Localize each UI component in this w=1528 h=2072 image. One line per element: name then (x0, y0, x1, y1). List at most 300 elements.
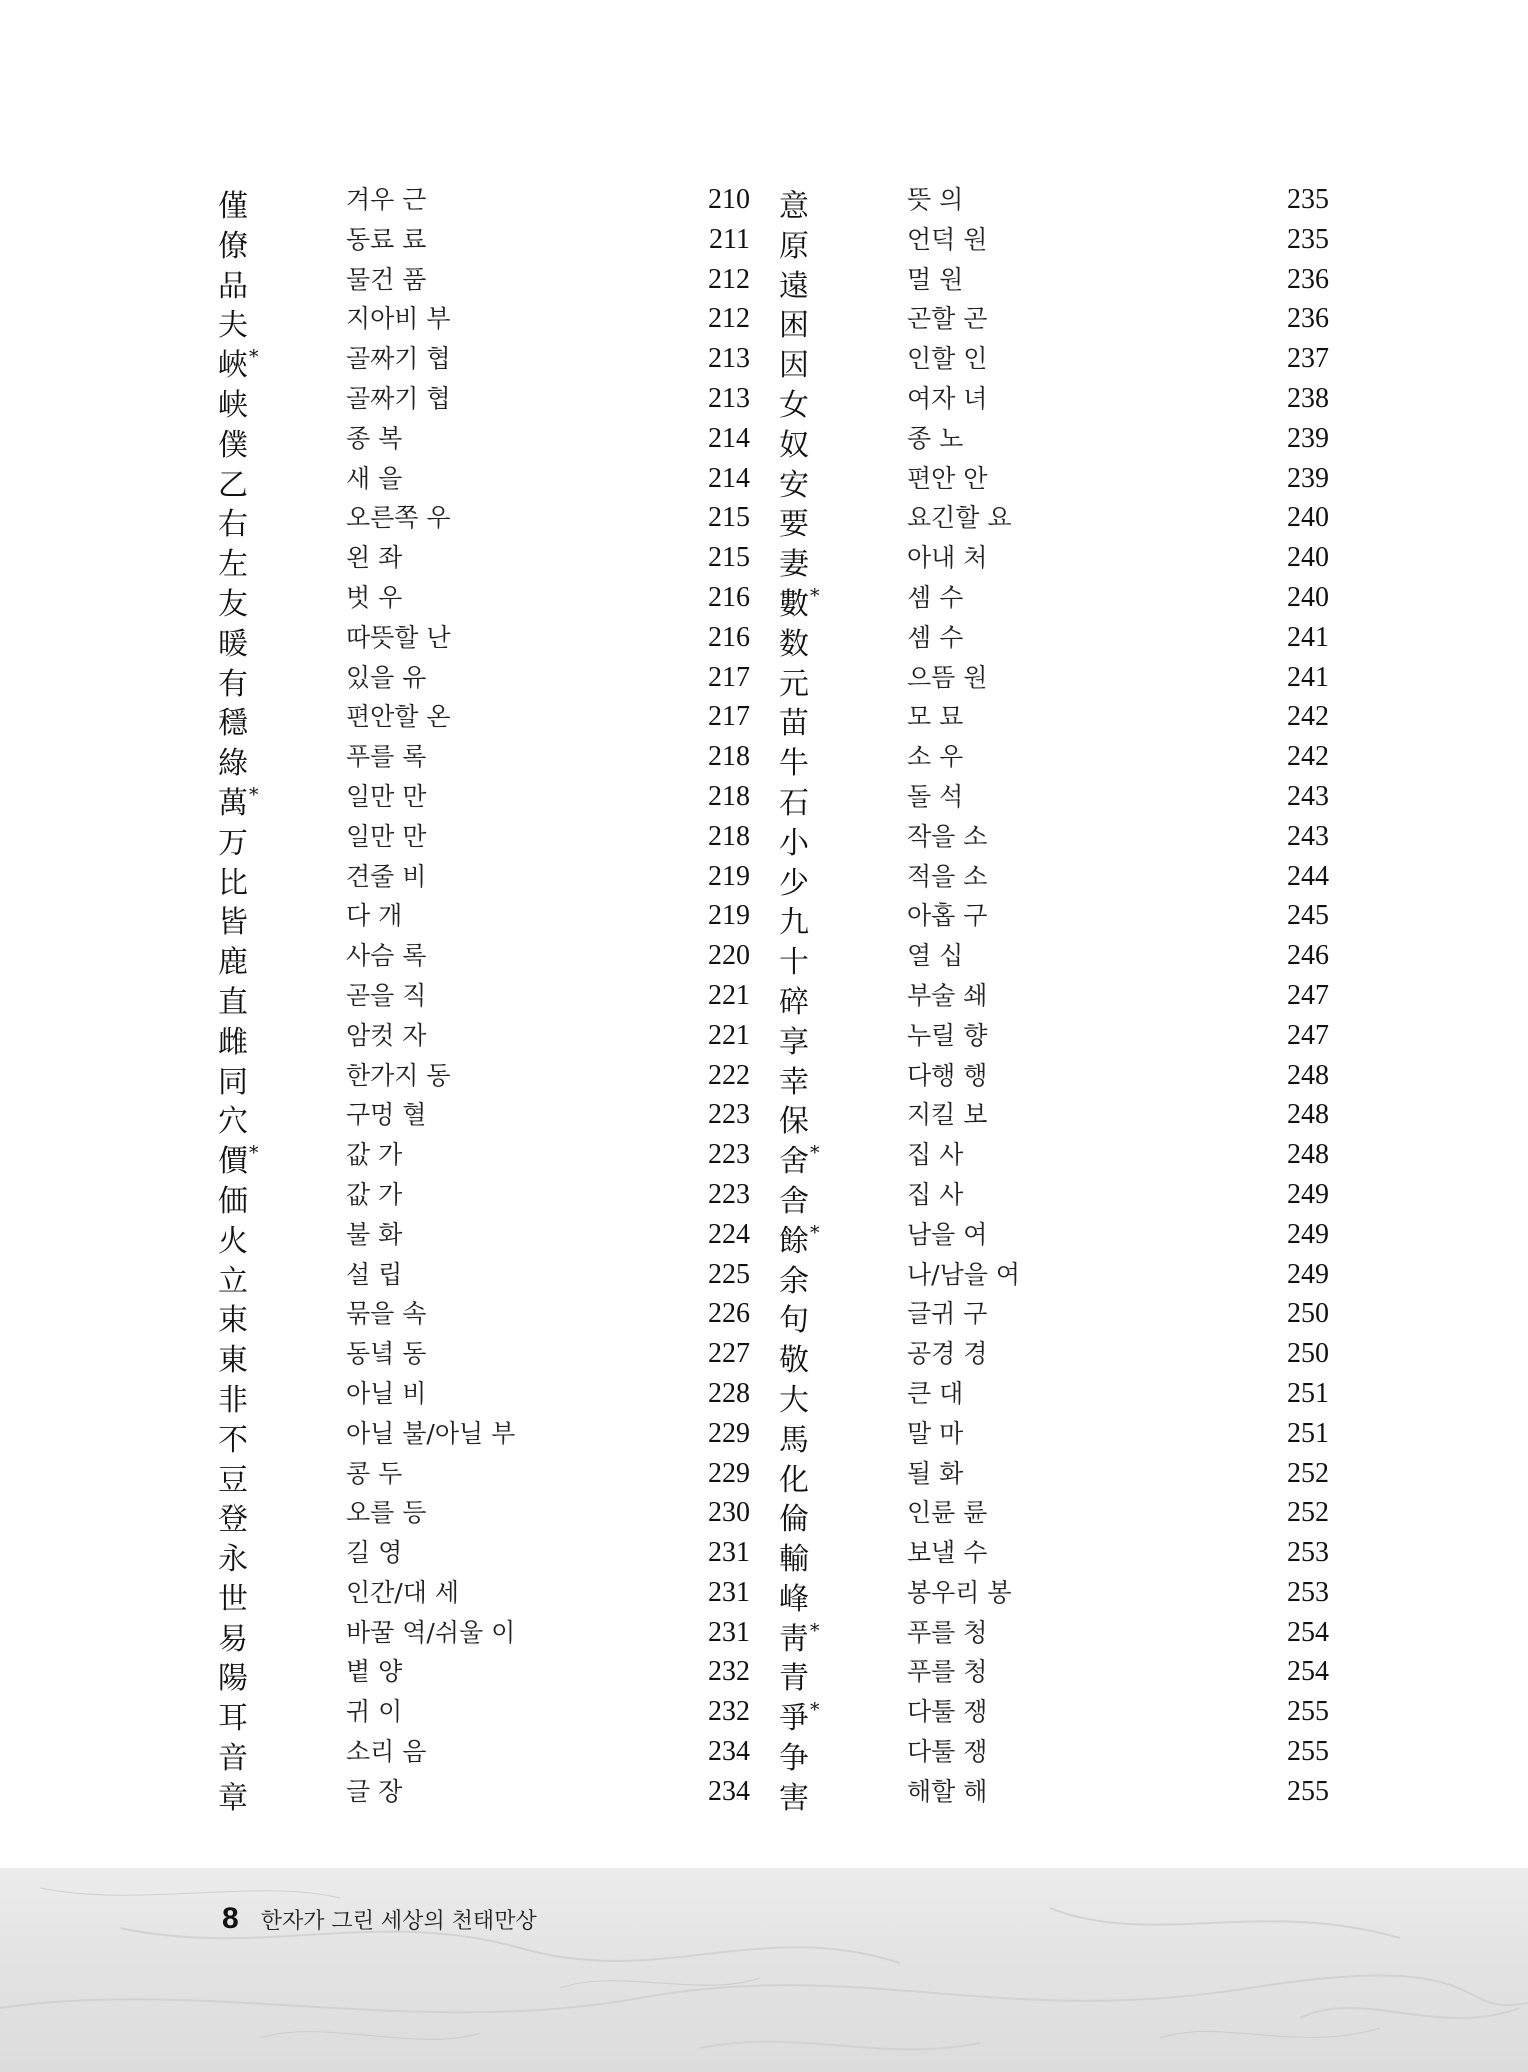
index-entry (218, 1173, 838, 1219)
index-entry (218, 337, 838, 384)
index-entry (218, 536, 838, 583)
index-hanja (779, 1770, 810, 1819)
index-entry (218, 775, 838, 821)
index-page-number: 225 (708, 1258, 750, 1290)
index-hanja-char: 數 (779, 586, 809, 622)
footer-page-number: 8 (222, 1902, 239, 1935)
texture-fiber (1160, 2028, 1380, 2038)
index-page-number: 243 (1287, 780, 1329, 812)
index-page-number: 255 (1287, 1775, 1329, 1807)
index-page-number: 232 (708, 1696, 750, 1728)
index-page-number: 229 (708, 1417, 750, 1449)
index-entry (218, 1292, 838, 1339)
index-meaning: 집 사 (907, 1140, 964, 1170)
index-page-number: 240 (1287, 502, 1329, 534)
index-hanja-char: 雌 (218, 1024, 248, 1060)
index-entry (779, 1611, 1399, 1657)
index-entry (779, 1452, 1399, 1498)
index-entry (779, 258, 1399, 304)
index-entry (779, 1014, 1399, 1060)
index-hanja-char: 暖 (218, 626, 248, 662)
index-meaning: 보낼 수 (907, 1538, 988, 1568)
index-page-number: 236 (1287, 303, 1329, 335)
index-hanja-char: 僚 (218, 228, 248, 264)
index-page-number: 252 (1287, 1457, 1329, 1489)
index-entry (218, 1452, 838, 1498)
index-meaning: 다 개 (346, 901, 403, 931)
index-entry (779, 1173, 1399, 1219)
index-hanja-char: 火 (218, 1223, 248, 1259)
index-hanja-char: 豆 (218, 1462, 248, 1498)
index-meaning: 큰 대 (907, 1378, 964, 1408)
index-page-number: 221 (708, 1019, 750, 1051)
index-meaning: 푸를 록 (346, 742, 427, 772)
index-entry (218, 218, 838, 264)
index-hanja-char: 比 (218, 865, 248, 901)
index-entry (779, 377, 1399, 423)
index-hanja-char: 遠 (779, 268, 809, 304)
index-meaning: 왼 좌 (346, 543, 403, 573)
index-page-number: 247 (1287, 979, 1329, 1011)
index-hanja-char: 鹿 (218, 945, 248, 981)
index-page-number: 253 (1287, 1537, 1329, 1569)
index-page-number: 241 (1287, 661, 1329, 693)
index-hanja-char: 幸 (779, 1064, 809, 1100)
index-entry (218, 1213, 838, 1259)
index-hanja-char: 綠 (218, 746, 248, 782)
index-page-number: 239 (1287, 462, 1329, 494)
index-meaning: 값 가 (346, 1140, 403, 1170)
index-asterisk: * (810, 584, 820, 607)
index-hanja-char: 靑 (779, 1621, 809, 1657)
index-entry (218, 894, 838, 941)
index-meaning: 겨우 근 (346, 185, 427, 214)
index-entry (779, 218, 1399, 264)
index-meaning: 돌 석 (907, 781, 964, 811)
index-meaning: 동료 료 (346, 224, 427, 254)
index-page-number: 234 (708, 1736, 750, 1768)
index-hanja-char: 享 (779, 1024, 809, 1060)
index-entry (779, 496, 1399, 543)
index-meaning: 아내 처 (907, 543, 988, 573)
index-hanja-char: 友 (218, 586, 248, 622)
index-entry (218, 1014, 838, 1060)
index-hanja-char: 万 (218, 825, 248, 861)
index-hanja-char: 苗 (779, 706, 809, 742)
index-entry (779, 1332, 1399, 1379)
index-asterisk: * (810, 1699, 820, 1722)
index-entry (779, 1690, 1399, 1737)
index-page-number: 227 (708, 1338, 750, 1370)
index-meaning: 불 화 (346, 1219, 403, 1249)
index-meaning: 동녘 동 (346, 1339, 427, 1369)
index-page-number: 216 (708, 581, 750, 613)
index-meaning: 길 영 (346, 1538, 403, 1568)
index-hanja-char: 化 (779, 1462, 809, 1498)
index-entry (218, 695, 838, 742)
index-entry (218, 377, 838, 423)
index-hanja-char: 数 (779, 626, 809, 662)
index-page-number: 215 (708, 502, 750, 534)
texture-fiber (260, 2032, 480, 2040)
index-meaning: 부술 쇄 (907, 980, 988, 1010)
index-meaning: 인간/대 세 (346, 1577, 459, 1607)
index-hanja-char: 同 (218, 1064, 248, 1100)
index-entry (779, 1133, 1399, 1180)
index-meaning: 아닐 불/아닐 부 (346, 1418, 516, 1448)
texture-fiber (700, 2042, 980, 2050)
index-hanja-char: 石 (779, 785, 809, 821)
index-hanja-char: 直 (218, 984, 248, 1020)
index-page-number: 215 (708, 542, 750, 574)
index-hanja-char: 餘 (779, 1223, 809, 1259)
index-meaning: 언덕 원 (907, 224, 988, 254)
index-meaning: 오른쪽 우 (346, 503, 451, 533)
index-page-number: 249 (1287, 1178, 1329, 1210)
index-meaning: 오를 등 (346, 1498, 427, 1528)
index-entry (218, 1531, 838, 1578)
index-page-number: 246 (1287, 940, 1329, 972)
index-meaning: 공경 경 (907, 1339, 988, 1369)
index-meaning: 인할 인 (907, 344, 988, 374)
index-page-number: 229 (708, 1457, 750, 1489)
index-entry (779, 974, 1399, 1020)
index-page-number: 211 (709, 223, 750, 255)
index-entry (218, 576, 838, 622)
texture-fiber (1300, 2008, 1520, 2018)
index-meaning: 나/남을 여 (907, 1259, 1020, 1289)
index-entry (218, 934, 838, 981)
index-hanja-char: 世 (218, 1581, 248, 1617)
index-meaning: 일만 만 (346, 821, 427, 851)
index-meaning: 푸를 청 (907, 1617, 988, 1647)
index-meaning: 아닐 비 (346, 1378, 427, 1408)
index-hanja-char: 舍 (779, 1144, 809, 1180)
index-page-number: 245 (1287, 900, 1329, 932)
index-page-number: 251 (1287, 1377, 1329, 1409)
index-meaning: 콩 두 (346, 1458, 403, 1488)
index-hanja-char: 元 (779, 666, 809, 702)
index-entry (779, 1571, 1399, 1617)
index-entry (218, 815, 838, 861)
index-page-number: 244 (1287, 860, 1329, 892)
index-meaning: 멀 원 (907, 264, 964, 294)
index-meaning: 누릴 향 (907, 1020, 988, 1050)
index-hanja-char: 皆 (218, 905, 248, 941)
index-page-number: 213 (708, 382, 750, 414)
index-page-number: 219 (708, 860, 750, 892)
index-hanja (218, 1770, 249, 1819)
index-asterisk: * (810, 1619, 820, 1642)
index-meaning: 지아비 부 (346, 304, 451, 334)
index-hanja-char: 夫 (218, 308, 248, 344)
index-page-number: 223 (708, 1139, 750, 1171)
texture-fiber (1050, 1908, 1400, 1938)
index-meaning: 글귀 구 (907, 1299, 988, 1329)
index-page-number: 240 (1287, 581, 1329, 613)
index-asterisk: * (249, 783, 259, 806)
index-entry (218, 1650, 838, 1697)
index-meaning: 곤할 곤 (907, 304, 988, 334)
index-asterisk: * (810, 1142, 820, 1165)
index-hanja-char: 耳 (218, 1701, 248, 1737)
index-hanja-char: 右 (218, 507, 248, 543)
index-meaning: 셈 수 (907, 582, 964, 612)
index-meaning: 골짜기 협 (346, 344, 451, 374)
index-meaning: 암컷 자 (346, 1020, 427, 1050)
index-hanja-char: 価 (218, 1183, 248, 1219)
index-hanja-char: 峽 (218, 348, 248, 384)
index-meaning: 있을 유 (346, 662, 427, 692)
index-entry (779, 1730, 1399, 1777)
index-asterisk: * (249, 1142, 259, 1165)
index-meaning: 한가지 동 (346, 1060, 451, 1090)
index-page-number: 212 (708, 303, 750, 335)
index-entry (218, 1133, 838, 1180)
index-page-number: 231 (708, 1537, 750, 1569)
index-page-number: 242 (1287, 741, 1329, 773)
index-hanja-char: 句 (779, 1303, 809, 1339)
index-hanja-char: 舎 (779, 1183, 809, 1219)
index-meaning: 집 사 (907, 1179, 964, 1209)
index-hanja-char: 爭 (779, 1701, 809, 1737)
index-hanja-char: 倫 (779, 1502, 809, 1538)
index-entry (218, 258, 838, 304)
index-meaning: 다툴 쟁 (907, 1737, 988, 1767)
index-meaning: 편안할 온 (346, 702, 451, 732)
index-meaning: 셈 수 (907, 622, 964, 652)
index-entry (779, 297, 1399, 344)
index-meaning: 적을 소 (907, 861, 988, 891)
index-hanja-char: 因 (779, 348, 809, 384)
index-entry (218, 1054, 838, 1100)
index-meaning: 묶을 속 (346, 1299, 427, 1329)
index-page-number: 243 (1287, 820, 1329, 852)
index-page-number: 241 (1287, 621, 1329, 653)
index-entry (218, 1093, 838, 1140)
index-hanja-char: 不 (218, 1422, 248, 1458)
index-asterisk: * (249, 346, 259, 369)
index-entry (218, 1571, 838, 1617)
index-meaning: 일만 만 (346, 781, 427, 811)
index-page-number: 231 (708, 1576, 750, 1608)
index-hanja-char: 少 (779, 865, 809, 901)
index-hanja-char: 萬 (218, 785, 248, 821)
index-hanja-char: 女 (779, 387, 809, 423)
index-entry (779, 1253, 1399, 1299)
index-entry (779, 1491, 1399, 1538)
index-page-number: 234 (708, 1775, 750, 1807)
index-page-number: 218 (708, 780, 750, 812)
index-page-number: 217 (708, 701, 750, 733)
index-hanja-char: 非 (218, 1382, 248, 1418)
index-entry (218, 1730, 838, 1777)
index-hanja-char: 害 (779, 1780, 809, 1816)
index-meaning: 따뜻할 난 (346, 622, 451, 652)
index-meaning: 다행 행 (907, 1060, 988, 1090)
index-column-right (779, 178, 1399, 1816)
index-entry (779, 536, 1399, 583)
index-page-number: 210 (708, 184, 750, 215)
index-page-number: 236 (1287, 263, 1329, 295)
index-page-number: 254 (1287, 1616, 1329, 1648)
index-meaning: 소 우 (907, 742, 964, 772)
index-page-number: 251 (1287, 1417, 1329, 1449)
index-meaning: 봉우리 봉 (907, 1577, 1012, 1607)
index-hanja-char: 妻 (779, 547, 809, 583)
index-hanja-char: 東 (218, 1343, 248, 1379)
paper-texture (0, 1868, 1528, 2072)
index-meaning: 지킬 보 (907, 1100, 988, 1130)
index-entry (218, 297, 838, 344)
index-entry (218, 1372, 838, 1418)
index-entry (779, 1531, 1399, 1578)
index-entry (218, 616, 838, 662)
index-hanja-char: 永 (218, 1542, 248, 1578)
index-page-number: 255 (1287, 1696, 1329, 1728)
index-page-number: 255 (1287, 1736, 1329, 1768)
index-meaning: 골짜기 협 (346, 383, 451, 413)
index-entry (779, 178, 1399, 224)
index-entry (218, 1412, 838, 1458)
index-page-number: 214 (708, 422, 750, 454)
index-hanja-char: 音 (218, 1741, 248, 1777)
index-page-number: 230 (708, 1497, 750, 1529)
index-page-number: 219 (708, 900, 750, 932)
index-meaning: 편안 안 (907, 463, 988, 493)
index-meaning: 볕 양 (346, 1657, 403, 1687)
index-entry (218, 496, 838, 543)
index-meaning: 해할 해 (907, 1776, 988, 1806)
index-page-number: 232 (708, 1656, 750, 1688)
index-entry (779, 815, 1399, 861)
index-entry (218, 1770, 838, 1816)
index-entry (779, 1054, 1399, 1100)
index-hanja-char: 馬 (779, 1422, 809, 1458)
index-meaning: 말 마 (907, 1418, 964, 1448)
index-entry (218, 1690, 838, 1737)
index-meaning: 구멍 혈 (346, 1100, 427, 1130)
index-meaning: 설 립 (346, 1259, 403, 1289)
index-meaning: 인륜 륜 (907, 1498, 988, 1528)
index-page-number: 218 (708, 820, 750, 852)
index-entry (779, 855, 1399, 901)
index-asterisk: * (810, 1221, 820, 1244)
index-entry (218, 1253, 838, 1299)
index-page-number: 250 (1287, 1298, 1329, 1330)
index-page-number: 235 (1287, 223, 1329, 255)
index-hanja-char: 峰 (779, 1581, 809, 1617)
index-hanja-char: 小 (779, 825, 809, 861)
index-page-number: 226 (708, 1298, 750, 1330)
index-page-number: 223 (708, 1178, 750, 1210)
index-meaning: 푸를 청 (907, 1657, 988, 1687)
index-hanja-char: 九 (779, 905, 809, 941)
index-meaning: 바꿀 역/쉬울 이 (346, 1617, 516, 1647)
index-hanja-char: 左 (218, 547, 248, 583)
index-meaning: 열 십 (907, 941, 964, 971)
index-page-number: 212 (708, 263, 750, 295)
index-entry (779, 934, 1399, 981)
index-entry (218, 178, 838, 224)
index-hanja-char: 要 (779, 507, 809, 543)
index-meaning: 값 가 (346, 1179, 403, 1209)
index-hanja-char: 保 (779, 1104, 809, 1140)
index-meaning: 아홉 구 (907, 901, 988, 931)
index-entry (218, 735, 838, 782)
index-hanja-char: 困 (779, 308, 809, 344)
index-page-number: 248 (1287, 1099, 1329, 1131)
index-page-number: 231 (708, 1616, 750, 1648)
index-page-number: 252 (1287, 1497, 1329, 1529)
index-page-number: 253 (1287, 1576, 1329, 1608)
index-meaning: 귀 이 (346, 1697, 403, 1727)
index-meaning: 물건 품 (346, 264, 427, 294)
index-meaning: 종 복 (346, 423, 403, 453)
index-entry (779, 1093, 1399, 1140)
index-page-number: 247 (1287, 1019, 1329, 1051)
index-page-number: 248 (1287, 1139, 1329, 1171)
index-meaning: 뜻 의 (907, 185, 964, 214)
index-meaning: 견줄 비 (346, 861, 427, 891)
index-meaning: 곧을 직 (346, 980, 427, 1010)
index-entry (779, 1650, 1399, 1697)
index-hanja-char: 僕 (218, 427, 248, 463)
index-entry (779, 616, 1399, 662)
index-entry (218, 1332, 838, 1379)
index-meaning: 여자 녀 (907, 383, 988, 413)
index-page-number: 242 (1287, 701, 1329, 733)
index-page-number: 224 (708, 1218, 750, 1250)
index-page-number: 239 (1287, 422, 1329, 454)
page-footer (0, 1868, 1528, 2072)
index-hanja-char: 原 (779, 228, 809, 264)
index-entry (779, 1213, 1399, 1259)
index-page-number: 235 (1287, 184, 1329, 215)
index-page-number: 214 (708, 462, 750, 494)
footer-text (222, 1902, 537, 1936)
index-entry (218, 656, 838, 702)
index-hanja-char: 章 (218, 1780, 248, 1816)
index-entry (779, 894, 1399, 941)
index-page-number: 238 (1287, 382, 1329, 414)
index-meaning: 요긴할 요 (907, 503, 1012, 533)
texture-fiber (0, 1975, 1528, 2012)
index-hanja-char: 敬 (779, 1343, 809, 1379)
index-hanja-char: 束 (218, 1303, 248, 1339)
index-page-number: 240 (1287, 542, 1329, 574)
index-meaning: 작을 소 (907, 821, 988, 851)
index-hanja-char: 穩 (218, 706, 248, 742)
index-hanja-char: 大 (779, 1382, 809, 1418)
index-entry (218, 457, 838, 503)
index-page-number: 249 (1287, 1218, 1329, 1250)
index-hanja-char: 青 (779, 1661, 809, 1697)
index-entry (218, 1491, 838, 1538)
index-meaning: 으뜸 원 (907, 662, 988, 692)
index-hanja-char: 輸 (779, 1542, 809, 1578)
index-entry (779, 775, 1399, 821)
index-hanja-char: 意 (779, 189, 809, 224)
index-column-left (218, 178, 838, 1816)
index-entry (218, 974, 838, 1020)
index-meaning: 모 묘 (907, 702, 964, 732)
index-page-number: 222 (708, 1059, 750, 1091)
index-page-number: 228 (708, 1377, 750, 1409)
index-entry (218, 855, 838, 901)
index-page-number: 237 (1287, 343, 1329, 375)
index-meaning: 다툴 쟁 (907, 1697, 988, 1727)
